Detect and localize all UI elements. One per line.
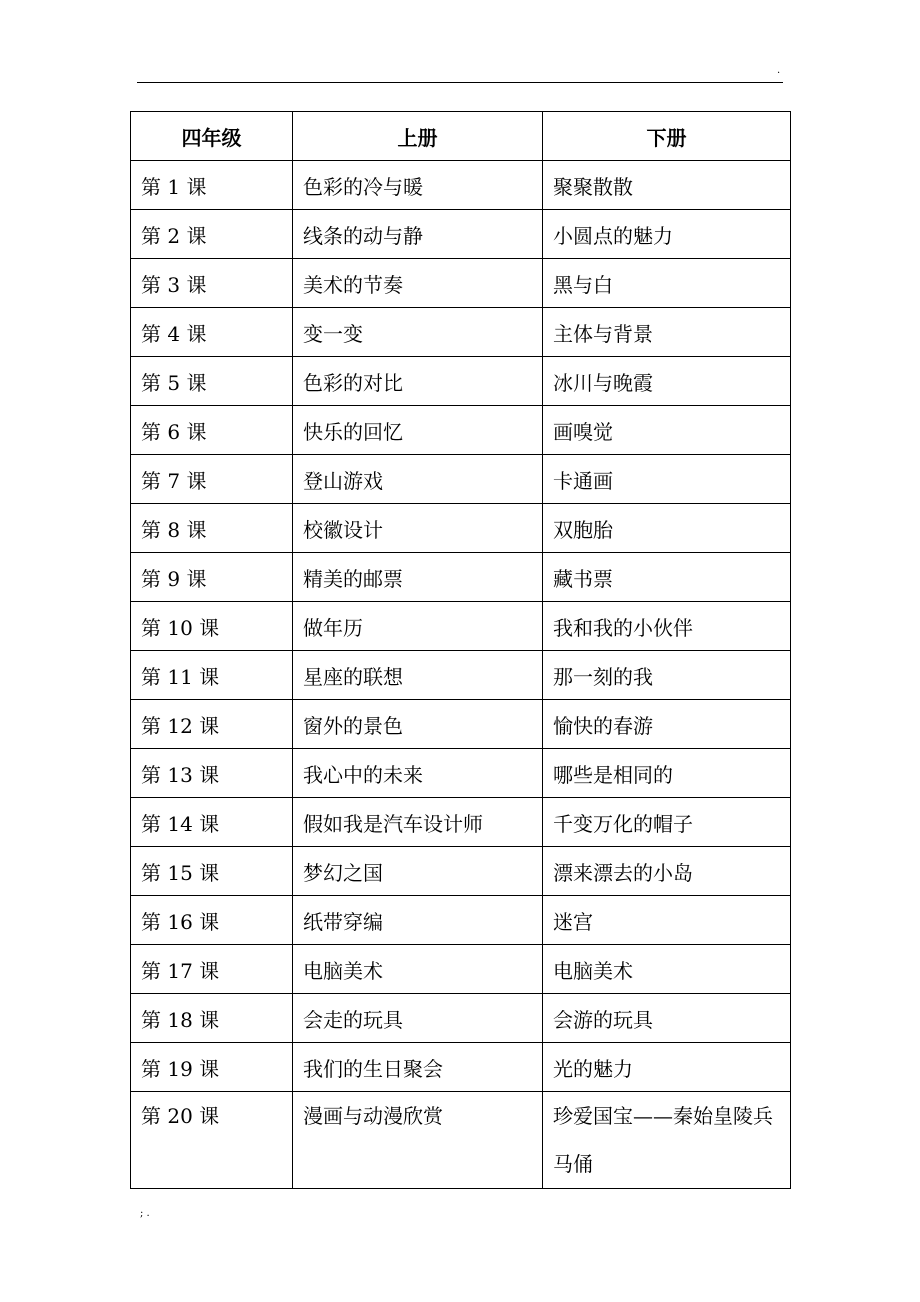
table-row xyxy=(131,1043,791,1092)
table-row xyxy=(131,406,791,455)
first-volume-title: 色彩的冷与暖 xyxy=(293,161,543,210)
table-row xyxy=(131,504,791,553)
first-volume-title: 精美的邮票 xyxy=(293,553,543,602)
table-header-row xyxy=(131,112,791,161)
second-volume-title: 光的魅力 xyxy=(543,1043,791,1092)
second-volume-title: 冰川与晚霞 xyxy=(543,357,791,406)
first-volume-title: 窗外的景色 xyxy=(293,700,543,749)
lesson-number: 第 1 课 xyxy=(131,161,293,210)
first-volume-title: 会走的玩具 xyxy=(293,994,543,1043)
table-row xyxy=(131,259,791,308)
first-volume-title: 登山游戏 xyxy=(293,455,543,504)
lesson-number: 第 7 课 xyxy=(131,455,293,504)
first-volume-title: 变一变 xyxy=(293,308,543,357)
lesson-number: 第 15 课 xyxy=(131,847,293,896)
first-volume-title: 色彩的对比 xyxy=(293,357,543,406)
header-rule xyxy=(137,82,783,83)
header-mark: . xyxy=(777,65,781,76)
second-volume-title: 迷宫 xyxy=(543,896,791,945)
table-row xyxy=(131,749,791,798)
table-row xyxy=(131,308,791,357)
lesson-number: 第 12 课 xyxy=(131,700,293,749)
first-volume-title: 假如我是汽车设计师 xyxy=(293,798,543,847)
second-volume-title: 千变万化的帽子 xyxy=(543,798,791,847)
lesson-number: 第 8 课 xyxy=(131,504,293,553)
lesson-number: 第 14 课 xyxy=(131,798,293,847)
lesson-number: 第 10 课 xyxy=(131,602,293,651)
table-row xyxy=(131,1092,791,1189)
second-volume-title: 哪些是相同的 xyxy=(543,749,791,798)
second-volume-title: 漂来漂去的小岛 xyxy=(543,847,791,896)
second-volume-title: 主体与背景 xyxy=(543,308,791,357)
first-volume-title: 纸带穿编 xyxy=(293,896,543,945)
first-volume-title: 美术的节奏 xyxy=(293,259,543,308)
lesson-number: 第 17 课 xyxy=(131,945,293,994)
second-volume-title: 画嗅觉 xyxy=(543,406,791,455)
second-volume-title: 珍爱国宝——秦始皇陵兵马俑 xyxy=(543,1092,791,1189)
first-volume-title: 电脑美术 xyxy=(293,945,543,994)
lesson-number: 第 2 课 xyxy=(131,210,293,259)
second-volume-title: 藏书票 xyxy=(543,553,791,602)
lesson-number: 第 19 课 xyxy=(131,1043,293,1092)
lesson-number: 第 18 课 xyxy=(131,994,293,1043)
table-row xyxy=(131,896,791,945)
first-volume-title: 我们的生日聚会 xyxy=(293,1043,543,1092)
lesson-number: 第 3 课 xyxy=(131,259,293,308)
header-first-volume: 上册 xyxy=(293,112,543,161)
second-volume-title: 会游的玩具 xyxy=(543,994,791,1043)
lesson-number: 第 20 课 xyxy=(131,1092,293,1189)
second-volume-title: 电脑美术 xyxy=(543,945,791,994)
lesson-number: 第 6 课 xyxy=(131,406,293,455)
first-volume-title: 做年历 xyxy=(293,602,543,651)
lesson-number: 第 5 课 xyxy=(131,357,293,406)
second-volume-title: 聚聚散散 xyxy=(543,161,791,210)
table-row xyxy=(131,798,791,847)
second-volume-title: 那一刻的我 xyxy=(543,651,791,700)
first-volume-title: 梦幻之国 xyxy=(293,847,543,896)
table-row xyxy=(131,553,791,602)
table-row xyxy=(131,210,791,259)
first-volume-title: 线条的动与静 xyxy=(293,210,543,259)
table-row xyxy=(131,651,791,700)
second-volume-title: 愉快的春游 xyxy=(543,700,791,749)
lesson-number: 第 13 课 xyxy=(131,749,293,798)
table-row xyxy=(131,994,791,1043)
table-row xyxy=(131,700,791,749)
first-volume-title: 快乐的回忆 xyxy=(293,406,543,455)
first-volume-title: 漫画与动漫欣赏 xyxy=(293,1092,543,1189)
header-second-volume: 下册 xyxy=(543,112,791,161)
header-grade: 四年级 xyxy=(131,112,293,161)
second-volume-title: 双胞胎 xyxy=(543,504,791,553)
first-volume-title: 我心中的未来 xyxy=(293,749,543,798)
lesson-number: 第 11 课 xyxy=(131,651,293,700)
lesson-number: 第 4 课 xyxy=(131,308,293,357)
second-volume-title: 我和我的小伙伴 xyxy=(543,602,791,651)
second-volume-title: 黑与白 xyxy=(543,259,791,308)
lesson-number: 第 9 课 xyxy=(131,553,293,602)
curriculum-table xyxy=(130,111,791,1189)
table-row xyxy=(131,602,791,651)
first-volume-title: 星座的联想 xyxy=(293,651,543,700)
first-volume-title: 校徽设计 xyxy=(293,504,543,553)
table-row xyxy=(131,357,791,406)
lesson-number: 第 16 课 xyxy=(131,896,293,945)
footer-mark: ; . xyxy=(140,1208,150,1219)
table-row xyxy=(131,455,791,504)
table-row xyxy=(131,161,791,210)
table-row xyxy=(131,847,791,896)
second-volume-title: 卡通画 xyxy=(543,455,791,504)
second-volume-title: 小圆点的魅力 xyxy=(543,210,791,259)
table-row xyxy=(131,945,791,994)
